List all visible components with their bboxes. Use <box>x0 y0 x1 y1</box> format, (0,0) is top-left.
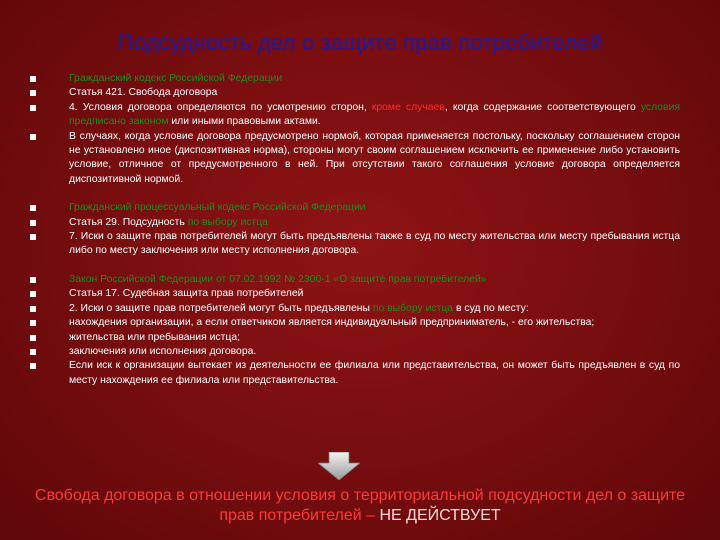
paragraph-7-text: 7. Иски о защите прав потребителей могут быть предъявлены также в суд по месту жительства или месту пребывания истца либо по месту заключения или месту исполнения договора. <box>69 231 680 257</box>
list-item <box>30 273 680 287</box>
square-bullet-icon <box>30 277 36 283</box>
square-bullet-icon <box>30 349 36 355</box>
civil-code-heading: Гражданский кодекс Российской Федерации <box>69 73 283 84</box>
paragraph-4-text: , когда содержание соответствующего <box>444 101 641 113</box>
article-421-title: Статья 421. Свобода договора <box>69 87 218 99</box>
square-bullet-icon <box>30 363 36 369</box>
paragraph-2-text: в суд по месту: <box>453 302 529 314</box>
civil-procedure-heading: Гражданский процессуальный кодекс Российской Федерации <box>69 202 366 214</box>
highlight-green: по выбору истца <box>187 216 268 228</box>
paragraph-4-text: или иными правовыми актами. <box>168 116 321 128</box>
square-bullet-icon <box>30 320 36 326</box>
list-item <box>30 230 680 259</box>
conclusion-text <box>20 486 700 526</box>
list-item <box>30 130 680 188</box>
list-item <box>30 86 680 100</box>
venue-option-plaintiff: жительства или пребывания истца; <box>69 331 240 343</box>
venue-option-organization: нахождения организации, а если ответчиком является индивидуальный предприниматель, - его жительства; <box>69 317 595 329</box>
article-29-title: Статья 29. Подсудность <box>69 216 188 228</box>
list-item <box>30 72 680 86</box>
square-bullet-icon <box>30 335 36 341</box>
down-arrow-icon <box>318 452 360 480</box>
venue-option-branch: Если иск к организации вытекает из деятельности ее филиала или представительства, он может быть предъявлен в суд по месту нахождения ее филиала или представительства. <box>69 360 680 386</box>
list-item <box>30 331 680 345</box>
civil-code-block <box>30 72 680 187</box>
conclusion-emphasis: НЕ ДЕЙСТВУЕТ <box>379 507 501 524</box>
paragraph-4-text: 4. Условия договора определяются по усмотрению сторон, <box>69 101 372 113</box>
consumer-law-heading: Закон Российской Федерации от 07.02.1992 № 2300-1 «О защите прав потребителей» <box>69 273 487 285</box>
list-item <box>30 345 680 359</box>
conclusion-statement: Свобода договора в отношении условия о территориальной подсудности дел о защите прав потребителей – <box>34 487 686 524</box>
list-item <box>30 101 680 130</box>
square-bullet-icon <box>30 306 36 312</box>
slide-title: Подсудность дел о защите прав потребителей <box>117 30 603 55</box>
list-item <box>30 302 680 316</box>
square-bullet-icon <box>30 105 36 111</box>
paragraph-2-text: 2. Иски о защите прав потребителей могут быть предъявлены <box>69 302 373 314</box>
square-bullet-icon <box>30 76 36 82</box>
highlight-red: кроме случаев <box>371 101 445 113</box>
square-bullet-icon <box>30 134 36 140</box>
consumer-law-block <box>30 273 680 388</box>
square-bullet-icon <box>30 90 36 96</box>
list-item <box>30 359 680 388</box>
list-item <box>30 201 680 215</box>
square-bullet-icon <box>30 205 36 211</box>
highlight-green: по выбору истца <box>372 302 454 314</box>
venue-option-contract: заключения или исполнения договора. <box>69 345 257 357</box>
square-bullet-icon <box>30 234 36 240</box>
list-item <box>30 316 680 330</box>
paragraph-5-text: В случаях, когда условие договора предусмотрено нормой, которая применяется постольку, поскольку соглашением сторон не установлено иное (диспозитивная норма), стороны могут своим соглашением исключить ее применение либо установить условие, отличное от предусмотренного в ней. При отсутствии такого соглашения условие договора определяется диспозитивной нормой. <box>69 130 680 185</box>
highlight-green: условия предписано законом <box>69 101 681 128</box>
article-17-title: Статья 17. Судебная защита прав потребителей <box>69 288 304 300</box>
square-bullet-icon <box>30 220 36 226</box>
square-bullet-icon <box>30 291 36 297</box>
list-item <box>30 216 680 230</box>
list-item <box>30 287 680 301</box>
content-area <box>30 72 680 402</box>
civil-procedure-code-block <box>30 201 680 259</box>
